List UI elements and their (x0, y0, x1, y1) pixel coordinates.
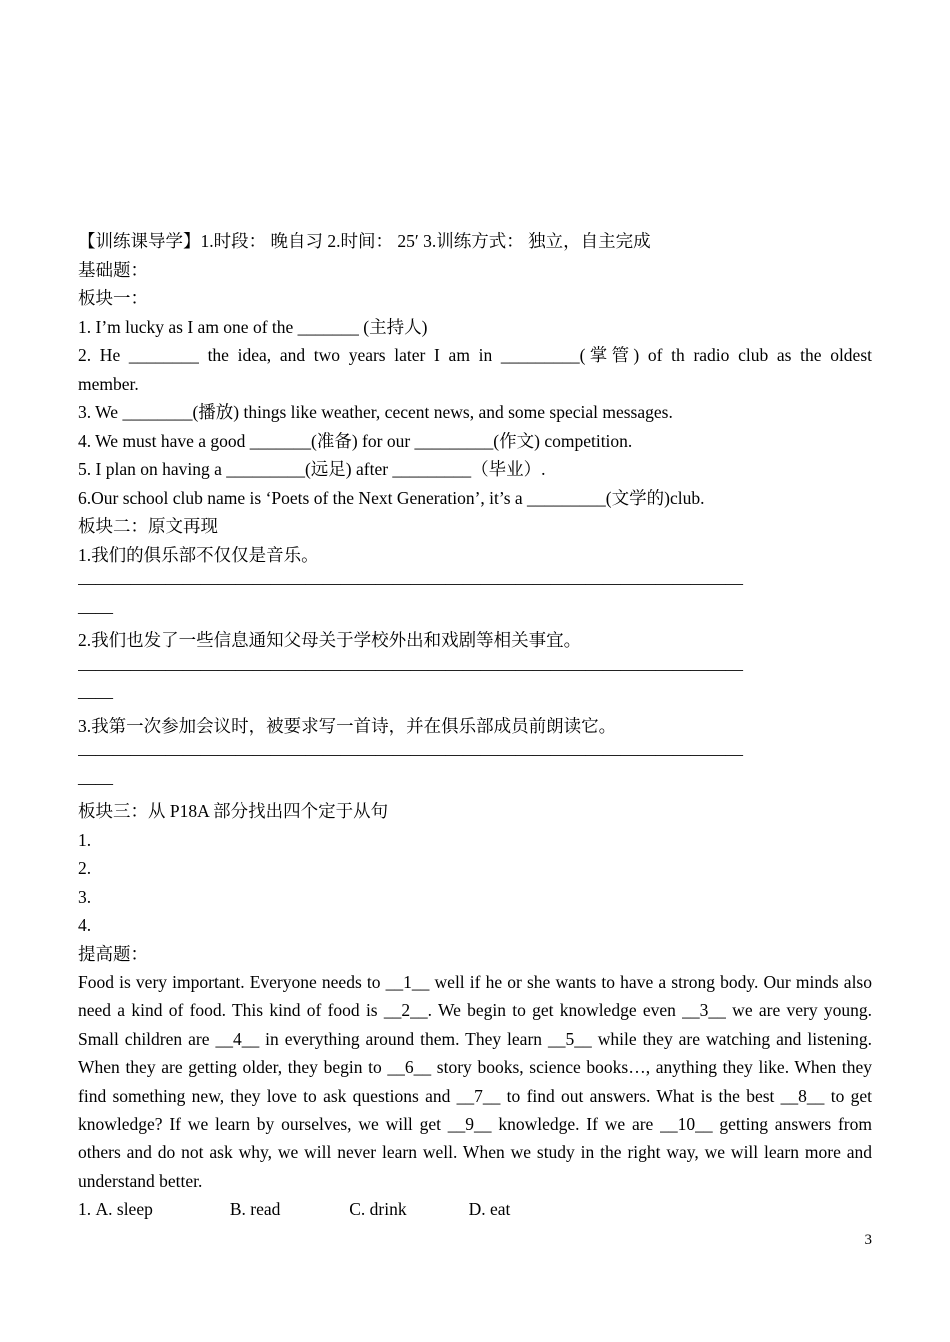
s3-item-1: 1. (78, 829, 92, 850)
s1-item-1: 1. I’m lucky as I am one of the _______ (主持人) (78, 316, 428, 337)
section1-title: 板块一： (78, 288, 148, 308)
s1-item-6: 6.Our school club name is ‘Poets of the Next Generation’, it’s a _________(文学的)club. (78, 487, 705, 508)
s1-item-4: 4. We must have a good _______(准备) for our _________(作文) competition. (78, 430, 633, 451)
s2-answer-line-1b: —— (78, 601, 113, 622)
header-line: 【训练课导学】1.时段： 晚自习 2.时间： 25′ 3.训练方式： 独立，自主完成 (78, 231, 651, 251)
q1-option-d: D. eat (468, 1199, 511, 1220)
q1-option-c: C. drink (349, 1199, 407, 1220)
s1-item-5: 5. I plan on having a _________(远足) after _________（毕业）. (78, 459, 546, 479)
q1-option-b: B. read (229, 1199, 281, 1220)
s2-answer-line-3b: —— (78, 772, 113, 793)
s1-item-2-cont: member. (78, 373, 139, 394)
s2-question-2: 2.我们也发了一些信息通知父母关于学校外出和戏剧等相关事宜。 (78, 630, 582, 650)
s1-item-2: 2. He ________ the idea, and two years later I am in _________(掌管) of th radio club as the oldest (78, 345, 872, 365)
s2-answer-line-2b: —— (78, 687, 113, 707)
advanced-title: 提高题： (78, 943, 148, 964)
question-1-options (78, 1195, 872, 1224)
s3-item-4: 4. (78, 915, 92, 935)
s3-item-3: 3. (78, 886, 92, 907)
section2-title: 板块二：原文再现 (78, 516, 218, 536)
s3-item-2: 2. (78, 858, 92, 878)
cloze-passage: Food is very important. Everyone needs to __1__ well if he or she wants to have a strong body. Our minds also need a kind of food. This kind of food is __2__. We begin to get knowledge even __3__ we are very young. Small children are __4__ in everything around them. They learn __5__ while they are watching and listening. When they are getting older, they begin to __6__ story books, science books…, anything they like. When they find something new, they love to ask questions and __7__ to find out answers. What is the best __8__ to get knowledge? If we learn by ourselves, we will get __9__ knowledge. If we are __10__ getting answers from others and do not ask why, we will never learn well. When we study in the right way, we will learn more and understand better. (78, 972, 872, 1191)
page-number: 3 (864, 1232, 872, 1248)
s2-question-1: 1.我们的俱乐部不仅仅是音乐。 (78, 544, 319, 565)
s2-answer-line-2a: —————————————————————————————————————— (78, 658, 743, 679)
q1-option-a: A. sleep (95, 1199, 153, 1220)
s2-answer-line-3a: —————————————————————————————————————— (78, 744, 743, 764)
s2-question-3: 3.我第一次参加会议时，被要求写一首诗，并在俱乐部成员前朗读它。 (78, 715, 617, 736)
worksheet-content (78, 227, 872, 1224)
section3-title: 板块三：从 P18A 部分找出四个定于从句 (78, 801, 389, 821)
s2-answer-line-1a: —————————————————————————————————————— (78, 573, 743, 593)
s1-item-3: 3. We ________(播放) things like weather, cecent news, and some special messages. (78, 402, 673, 422)
q1-number: 1. (78, 1199, 92, 1220)
basic-title: 基础题： (78, 259, 148, 280)
